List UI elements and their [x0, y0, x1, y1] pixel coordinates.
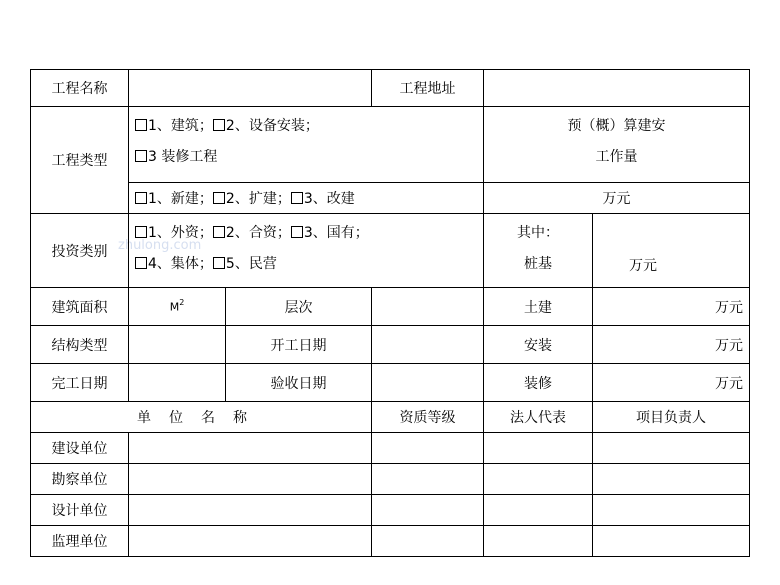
project-type-label: 工程类型 [31, 107, 129, 214]
checkbox-state[interactable] [291, 226, 303, 238]
unit-label-supervision: 监理单位 [31, 526, 129, 557]
option-private: 5、民营 [225, 256, 277, 272]
watermark: zhulong.com [118, 238, 202, 253]
option-decoration: 3 装修工程 [148, 149, 218, 165]
acceptance-date-label: 验收日期 [226, 364, 372, 402]
checkbox-building[interactable] [135, 119, 147, 131]
start-date-label: 开工日期 [226, 326, 372, 364]
decoration-unit: 万元 [593, 364, 750, 402]
budget-label [484, 107, 750, 183]
qualification-field[interactable] [372, 495, 484, 526]
budget-label-line1: 预（概）算建安 [567, 118, 666, 134]
install-unit: 万元 [593, 326, 750, 364]
legal-rep-field[interactable] [484, 433, 593, 464]
table-row [31, 433, 750, 464]
checkbox-decoration[interactable] [135, 150, 147, 162]
pile-unit: 万元 [629, 258, 657, 274]
option-rebuild: 3、改建 [303, 191, 355, 207]
area-value-cell[interactable] [129, 288, 226, 326]
checkbox-equipment[interactable] [213, 119, 225, 131]
checkbox-foreign[interactable] [135, 226, 147, 238]
structure-label: 结构类型 [31, 326, 129, 364]
table-row [31, 495, 750, 526]
project-address-field[interactable] [484, 70, 750, 107]
project-address-label: 工程地址 [372, 70, 484, 107]
unit-name-header: 单位名称 [31, 402, 372, 433]
option-equipment: 2、设备安装； [225, 118, 319, 134]
legal-rep-field[interactable] [484, 526, 593, 557]
legal-rep-field[interactable] [484, 464, 593, 495]
project-lead-field[interactable] [593, 464, 750, 495]
unit-name-field[interactable] [129, 495, 372, 526]
start-date-field[interactable] [372, 326, 484, 364]
project-lead-field[interactable] [593, 526, 750, 557]
option-state: 3、国有； [303, 225, 369, 241]
completion-date-label: 完工日期 [31, 364, 129, 402]
investment-options [129, 214, 484, 288]
checkbox-joint[interactable] [213, 226, 225, 238]
project-type-options [129, 107, 484, 183]
unit-name-field[interactable] [129, 526, 372, 557]
option-building: 1、建筑； [148, 118, 213, 134]
civil-label: 土建 [484, 288, 593, 326]
checkbox-collective[interactable] [135, 257, 147, 269]
checkbox-expand[interactable] [213, 192, 225, 204]
unit-name-field[interactable] [129, 464, 372, 495]
project-lead-field[interactable] [593, 495, 750, 526]
pile-value-cell[interactable] [593, 214, 750, 288]
investment-label: 投资类别 [31, 214, 129, 288]
among-cell [484, 214, 593, 288]
civil-unit: 万元 [593, 288, 750, 326]
decoration-label: 装修 [484, 364, 593, 402]
unit-label-design: 设计单位 [31, 495, 129, 526]
floors-label: 层次 [226, 288, 372, 326]
table-row [31, 464, 750, 495]
unit-label-construction: 建设单位 [31, 433, 129, 464]
qualification-field[interactable] [372, 433, 484, 464]
option-collective: 4、集体； [148, 256, 213, 272]
construction-nature-options [129, 183, 484, 214]
completion-date-field[interactable] [129, 364, 226, 402]
floors-field[interactable] [372, 288, 484, 326]
budget-label-line2: 工作量 [595, 149, 638, 165]
project-info-form [30, 69, 750, 557]
among-label: 其中： [517, 225, 559, 241]
legal-rep-field[interactable] [484, 495, 593, 526]
area-unit-superscript: 2 [179, 298, 185, 308]
unit-label-survey: 勘察单位 [31, 464, 129, 495]
checkbox-private[interactable] [213, 257, 225, 269]
structure-field[interactable] [129, 326, 226, 364]
area-unit: M [169, 300, 180, 314]
qualification-header: 资质等级 [372, 402, 484, 433]
qualification-field[interactable] [372, 526, 484, 557]
option-foreign: 1、外资； [148, 225, 213, 241]
checkbox-rebuild[interactable] [291, 192, 303, 204]
budget-unit: 万元 [484, 183, 750, 214]
project-name-label: 工程名称 [31, 70, 129, 107]
project-lead-field[interactable] [593, 433, 750, 464]
checkbox-new[interactable] [135, 192, 147, 204]
project-name-field[interactable] [129, 70, 372, 107]
unit-name-field[interactable] [129, 433, 372, 464]
area-label: 建筑面积 [31, 288, 129, 326]
install-label: 安装 [484, 326, 593, 364]
option-new: 1、新建； [148, 191, 213, 207]
option-joint: 2、合资； [225, 225, 291, 241]
qualification-field[interactable] [372, 464, 484, 495]
legal-rep-header: 法人代表 [484, 402, 593, 433]
pile-label: 桩基 [524, 256, 552, 272]
table-row [31, 526, 750, 557]
project-lead-header: 项目负责人 [593, 402, 750, 433]
option-expand: 2、扩建； [225, 191, 291, 207]
acceptance-date-field[interactable] [372, 364, 484, 402]
